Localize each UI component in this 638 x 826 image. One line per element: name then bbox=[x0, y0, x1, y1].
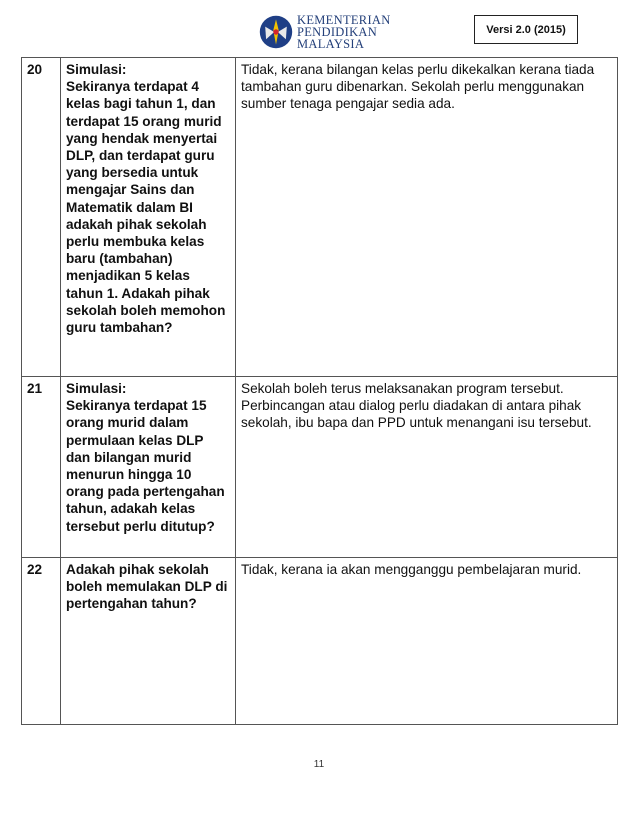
question-cell bbox=[61, 558, 236, 725]
answer-cell: Sekolah boleh terus melaksanakan program tersebut. Perbincangan atau dialog perlu diadakan di antara pihak sekolah, ibu bapa dan PPD untuk menangani isu tersebut. bbox=[236, 377, 618, 558]
page-number: 11 bbox=[313, 759, 325, 770]
row-number: 20 bbox=[22, 58, 61, 377]
ministry-emblem-icon bbox=[258, 14, 294, 50]
question-label: Simulasi: bbox=[66, 62, 127, 77]
question-cell bbox=[61, 377, 236, 558]
table-row bbox=[22, 558, 618, 725]
row-number: 22 bbox=[22, 558, 61, 725]
question-cell bbox=[61, 58, 236, 377]
version-box: Versi 2.0 (2015) bbox=[474, 15, 578, 44]
logo-line-1: KEMENTERIAN bbox=[297, 13, 391, 27]
question-text: Sekiranya terdapat 4 kelas bagi tahun 1, dan terdapat 15 orang murid yang hendak menyertai DLP, dan terdapat guru yang bersedia untuk mengajar Sains dan Matematik dalam BI adakah pihak sekolah perlu membuka kelas baru (tambahan) menjadikan 5 kelas tahun 1. Adakah pihak sekolah boleh memohon guru tambahan? bbox=[66, 79, 226, 336]
row-number: 21 bbox=[22, 377, 61, 558]
table-row bbox=[22, 58, 618, 377]
logo-line-3: MALAYSIA bbox=[297, 37, 365, 51]
table-row bbox=[22, 377, 618, 558]
question-text: Sekiranya terdapat 15 orang murid dalam permulaan kelas DLP dan bilangan murid menurun hingga 10 orang pada pertengahan tahun, adakah kelas tersebut perlu ditutup? bbox=[66, 398, 225, 534]
logo-line-2: PENDIDIKAN bbox=[297, 25, 378, 39]
ministry-logo bbox=[258, 12, 408, 52]
question-text: Adakah pihak sekolah boleh memulakan DLP di pertengahan tahun? bbox=[66, 562, 228, 612]
question-label: Simulasi: bbox=[66, 381, 127, 396]
answer-cell: Tidak, kerana bilangan kelas perlu dikekalkan kerana tiada tambahan guru dibenarkan. Sekolah perlu menggunakan sumber tenaga pengajar sedia ada. bbox=[236, 58, 618, 377]
faq-table bbox=[21, 57, 618, 725]
answer-cell: Tidak, kerana ia akan mengganggu pembelajaran murid. bbox=[236, 558, 618, 725]
ministry-name bbox=[297, 14, 391, 50]
